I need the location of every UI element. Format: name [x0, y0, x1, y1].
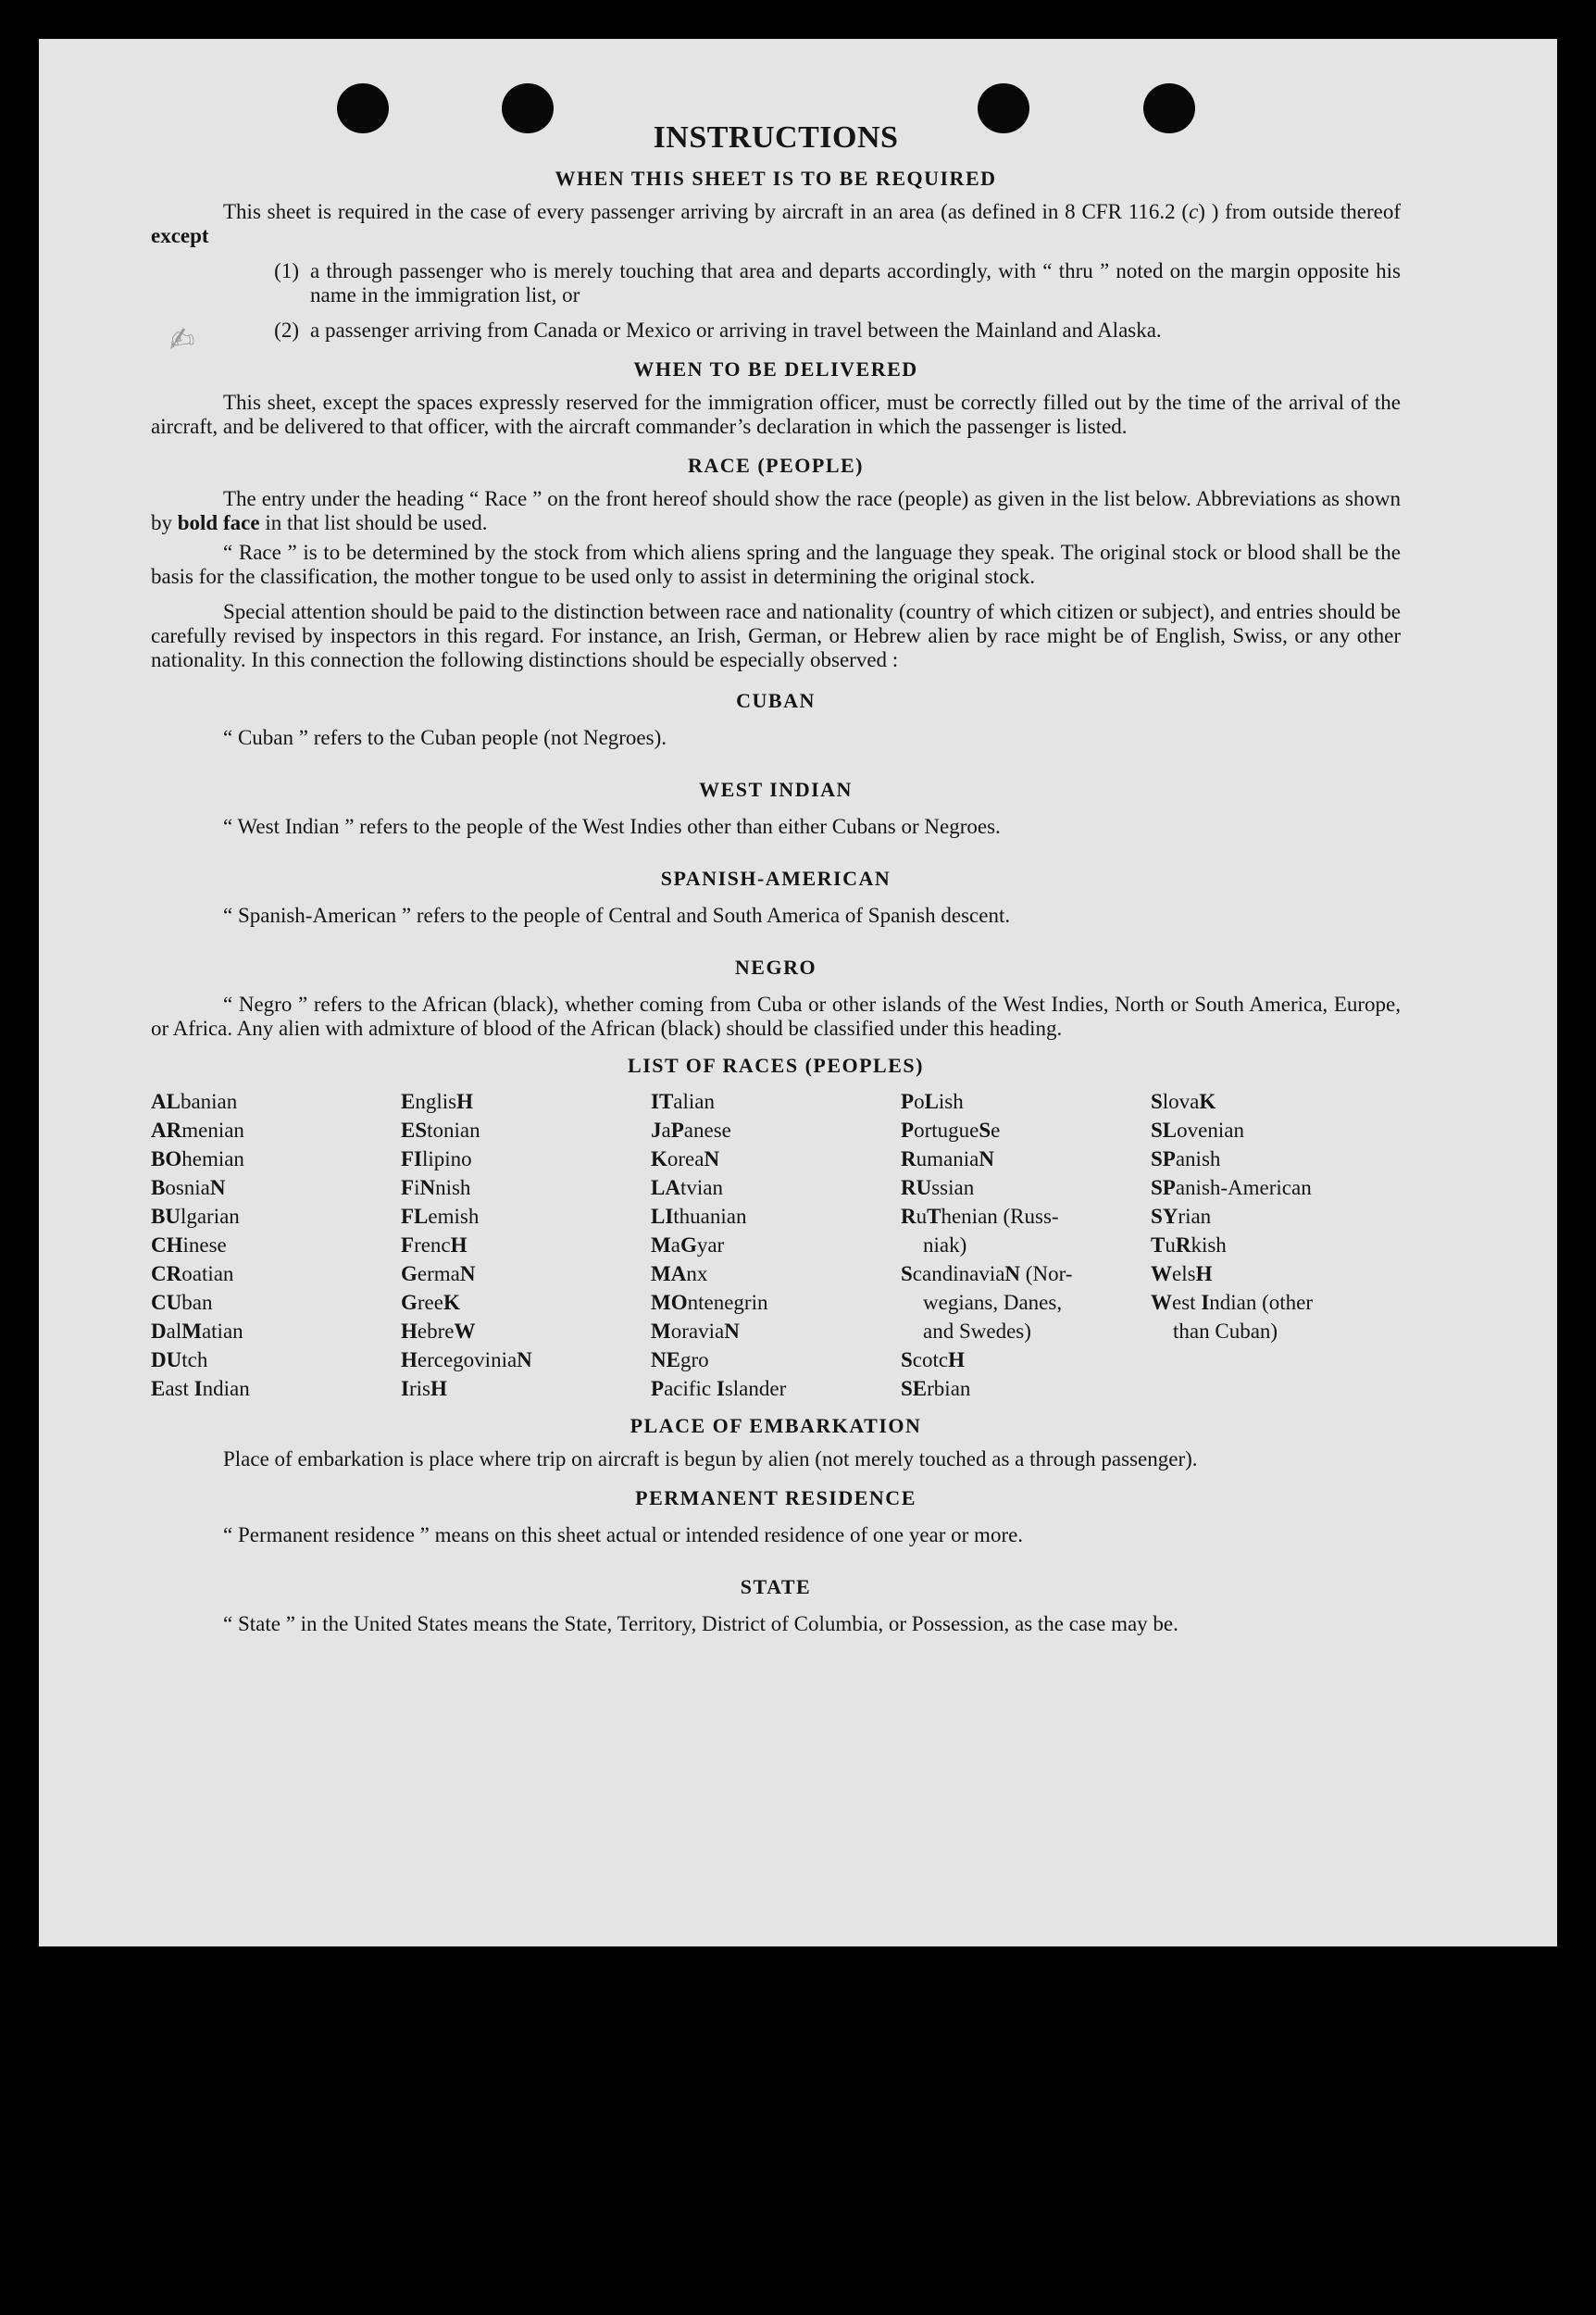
race-list-item — [651, 1374, 901, 1403]
instructions-body — [151, 120, 1401, 1636]
race-list-item — [651, 1087, 901, 1116]
race-list-item — [401, 1374, 651, 1403]
race-text: acific — [664, 1377, 717, 1400]
race-text: oatian — [181, 1262, 234, 1285]
race-list-item — [651, 1116, 901, 1145]
race-abbrev: LI — [651, 1205, 674, 1228]
exception-1-text: a through passenger who is merely touching that area and departs accordingly, with “ thru ” noted on the margin opposite his name in the immigration list, or — [310, 259, 1401, 307]
race-list-item — [151, 1345, 401, 1374]
race-abbrev: CR — [151, 1262, 182, 1285]
race-list-column-4 — [901, 1087, 1151, 1403]
race-text-continuation: and Swedes) — [923, 1320, 1031, 1343]
race-text: henian (Russ- — [941, 1205, 1059, 1228]
race-abbrev: I — [1201, 1291, 1210, 1314]
race-text: gro — [680, 1348, 709, 1371]
race-text: ris — [408, 1377, 430, 1400]
race-text: atian — [201, 1320, 243, 1343]
race-list-item — [901, 1374, 1151, 1403]
race-list-item — [151, 1116, 401, 1145]
race-text-continuation: niak) — [923, 1233, 967, 1257]
race-abbrev: K — [651, 1147, 667, 1170]
section-heading-negro: NEGRO — [734, 956, 817, 979]
race-text: nglis — [415, 1090, 457, 1113]
race-text: candinavia — [912, 1262, 1005, 1285]
race-list-item — [401, 1202, 651, 1231]
race-text: slander — [724, 1377, 787, 1400]
race-text: ast — [165, 1377, 194, 1400]
race-abbrev: W — [454, 1320, 476, 1343]
race-text: rian — [1178, 1205, 1212, 1228]
race-text: tvian — [680, 1176, 723, 1199]
race-text: ish — [938, 1090, 964, 1113]
race-abbrev: G — [401, 1262, 418, 1285]
section-heading-race: RACE (PEOPLE) — [688, 454, 864, 477]
race-abbrev: RU — [901, 1176, 932, 1199]
section-heading-embarkation: PLACE OF EMBARKATION — [630, 1414, 922, 1437]
race-list-item — [901, 1116, 1151, 1145]
race-text: osnia — [165, 1176, 210, 1199]
race-text: ban — [181, 1291, 213, 1314]
race-list-column-1 — [151, 1087, 401, 1403]
race-list-item — [901, 1173, 1151, 1202]
race-list-item — [651, 1231, 901, 1259]
section-heading-state: STATE — [740, 1575, 812, 1598]
race-abbrev: LA — [651, 1176, 680, 1199]
section-heading-cuban: CUBAN — [736, 689, 816, 712]
race-text: lgarian — [180, 1205, 240, 1228]
race-abbrev: N — [724, 1320, 740, 1343]
race-text: ssian — [931, 1176, 975, 1199]
race-abbrev: W — [1151, 1291, 1172, 1314]
race-abbrev: BU — [151, 1205, 181, 1228]
race-text: hemian — [181, 1147, 244, 1170]
race-list-item — [651, 1345, 901, 1374]
race-text: inese — [182, 1233, 227, 1257]
race-list-item — [1151, 1116, 1401, 1145]
handwritten-margin-note: ✍ — [166, 319, 198, 360]
embarkation-text: Place of embarkation is place where trip on aircraft is begun by alien (not merely touched as a through passenger). — [223, 1447, 1198, 1470]
race-list-item — [401, 1345, 651, 1374]
race-text: a — [670, 1233, 680, 1257]
race-list-item — [151, 1145, 401, 1173]
race-text: rbian — [927, 1377, 971, 1400]
race-list-item — [1151, 1288, 1401, 1345]
race-abbrev: NE — [651, 1348, 680, 1371]
race-text: e — [991, 1119, 1001, 1142]
race-abbrev: N — [209, 1176, 226, 1199]
race-list-item — [151, 1202, 401, 1231]
exception-2-text: a passenger arriving from Canada or Mexico or arriving in travel between the Mainland and Alaska. — [310, 319, 1162, 342]
race-p1-text-b: in that list should be used. — [259, 511, 488, 534]
race-abbrev: CU — [151, 1291, 182, 1314]
race-abbrev: T — [1151, 1233, 1166, 1257]
race-text: ercegovinia — [417, 1348, 517, 1371]
race-abbrev: N — [459, 1262, 476, 1285]
section-heading-delivered: WHEN TO BE DELIVERED — [633, 357, 918, 381]
race-text: tonian — [427, 1119, 480, 1142]
race-text: emish — [428, 1205, 480, 1228]
race-abbrev: S — [901, 1262, 913, 1285]
section-heading-residence: PERMANENT RESIDENCE — [635, 1486, 916, 1509]
race-paragraph-2: “ Race ” is to be determined by the stock from which aliens spring and the language they speak. The original stock or blood shall be the basis for the classification, the mother tongue to be used only to assist in determining the original stock. — [151, 541, 1401, 588]
race-abbrev: FI — [401, 1147, 422, 1170]
race-list-item — [151, 1087, 401, 1116]
race-abbrev: MA — [651, 1262, 687, 1285]
race-abbrev: IT — [651, 1090, 674, 1113]
race-abbrev: R — [901, 1205, 916, 1228]
race-text: est — [1172, 1291, 1202, 1314]
race-text: menian — [181, 1119, 244, 1142]
race-p1-text-a: The entry under the heading “ Race ” on the front hereof should show the race (people) as given in the list below. Abbreviations as shown by — [151, 487, 1401, 534]
race-text: ovenian — [1177, 1119, 1244, 1142]
race-text: tch — [181, 1348, 208, 1371]
residence-text: “ Permanent residence ” means on this sheet actual or intended residence of one year or more. — [223, 1523, 1024, 1546]
race-text: ebre — [417, 1320, 455, 1343]
race-abbrev: H — [430, 1377, 447, 1400]
race-text: u — [916, 1205, 928, 1228]
race-abbrev: P — [901, 1119, 915, 1142]
race-list-item — [401, 1145, 651, 1173]
race-abbrev: SY — [1151, 1205, 1178, 1228]
race-abbrev: W — [1151, 1262, 1172, 1285]
race-list-item — [151, 1259, 401, 1288]
race-paragraph-1 — [151, 487, 1401, 535]
race-abbrev: H — [948, 1348, 965, 1371]
race-abbrev: BO — [151, 1147, 182, 1170]
race-list-item — [401, 1173, 651, 1202]
race-abbrev: E — [151, 1377, 166, 1400]
race-list-item — [901, 1087, 1151, 1116]
race-text: kish — [1191, 1233, 1227, 1257]
section-heading-west-indian: WEST INDIAN — [699, 778, 853, 801]
race-abbrev: S — [1151, 1090, 1163, 1113]
race-list-item — [1151, 1259, 1401, 1288]
cuban-text: “ Cuban ” refers to the Cuban people (not Negroes). — [223, 726, 667, 749]
section-heading-required: WHEN THIS SHEET IS TO BE REQUIRED — [555, 167, 997, 190]
race-abbrev: P — [901, 1090, 915, 1113]
section-heading-spanish-american: SPANISH-AMERICAN — [660, 867, 892, 890]
race-text: yar — [696, 1233, 725, 1257]
race-abbrev: DU — [151, 1348, 182, 1371]
race-list-item — [401, 1087, 651, 1116]
race-list-item — [651, 1173, 901, 1202]
race-text: renc — [414, 1233, 451, 1257]
race-text-continuation: wegians, Danes, — [923, 1291, 1063, 1314]
race-abbrev: N — [979, 1147, 994, 1170]
race-list-item — [651, 1288, 901, 1317]
race-p1-bold: bold face — [177, 511, 260, 534]
race-text: u — [1165, 1233, 1176, 1257]
race-text: (Nor- — [1020, 1262, 1073, 1285]
race-list — [151, 1087, 1401, 1403]
race-abbrev: K — [1199, 1090, 1216, 1113]
race-list-item — [401, 1231, 651, 1259]
race-abbrev: M — [651, 1320, 671, 1343]
race-list-item — [651, 1202, 901, 1231]
race-list-item — [1151, 1231, 1401, 1259]
exception-2-number: (2) — [274, 319, 299, 342]
race-abbrev: N — [1004, 1262, 1021, 1285]
required-intro-text-1: This sheet is required in the case of every passenger arriving by aircraft in an area (as defined in 8 CFR 116.2 ( — [223, 200, 1190, 223]
race-text: ntenegrin — [687, 1291, 768, 1314]
race-abbrev: N — [517, 1348, 532, 1371]
race-text: a — [661, 1119, 671, 1142]
race-text: o — [914, 1090, 925, 1113]
race-text: thuanian — [673, 1205, 747, 1228]
race-text: nx — [686, 1262, 708, 1285]
race-abbrev: S — [901, 1348, 913, 1371]
race-text: ndian — [202, 1377, 250, 1400]
delivered-text: This sheet, except the spaces expressly reserved for the immigration officer, must be correctly filled out by the time of the arrival of the aircraft, and be delivered to that officer, with the aircraft commander’s declaration in which the passenger is listed. — [151, 391, 1401, 438]
exception-1-number: (1) — [274, 259, 299, 282]
race-abbrev: M — [181, 1320, 202, 1343]
race-abbrev: S — [979, 1119, 991, 1142]
race-text: anish — [1175, 1147, 1221, 1170]
race-abbrev: N — [419, 1176, 436, 1199]
race-abbrev: L — [924, 1090, 939, 1113]
race-abbrev: CH — [151, 1233, 183, 1257]
race-list-item — [1151, 1145, 1401, 1173]
race-abbrev: I — [401, 1377, 409, 1400]
west-indian-text: “ West Indian ” refers to the people of the West Indies other than either Cubans or Negroes. — [223, 815, 1001, 838]
race-abbrev: SP — [1151, 1176, 1176, 1199]
race-text: umania — [916, 1147, 979, 1170]
race-abbrev: MO — [651, 1291, 688, 1314]
race-list-item — [151, 1231, 401, 1259]
race-abbrev: R — [901, 1147, 916, 1170]
race-text: lova — [1162, 1090, 1200, 1113]
race-list-item — [151, 1374, 401, 1403]
race-text: anish-American — [1175, 1176, 1312, 1199]
race-list-item — [901, 1202, 1151, 1259]
race-abbrev: I — [716, 1377, 725, 1400]
race-list-item — [401, 1317, 651, 1345]
exception-2 — [151, 319, 1401, 343]
spanish-american-text: “ Spanish-American ” refers to the people of Central and South America of Spanish descent. — [223, 904, 1011, 927]
race-abbrev: FL — [401, 1205, 429, 1228]
required-intro — [151, 200, 1401, 248]
race-paragraph-3: Special attention should be paid to the distinction between race and nationality (country of which citizen or subject), and entries should be carefully revised by inspectors in this regard. For instance, an Irish, German, or Hebrew alien by race might be of English, Swiss, or any other nationality. In this connection the following distinctions should be especially observed : — [151, 600, 1401, 671]
race-text: ree — [417, 1291, 443, 1314]
race-abbrev: AR — [151, 1119, 182, 1142]
race-abbrev: F — [401, 1176, 415, 1199]
race-text: ortugue — [914, 1119, 979, 1142]
race-text: banian — [180, 1090, 238, 1113]
race-list-item — [901, 1145, 1151, 1173]
negro-text: “ Negro ” refers to the African (black), whether coming from Cuba or other islands of the West Indies, North or South America, Europe, or Africa. Any alien with admixture of blood of the African (black) should be classified under this heading. — [151, 993, 1401, 1040]
race-abbrev: SE — [901, 1377, 928, 1400]
race-text: ndian (other — [1209, 1291, 1314, 1314]
race-list-item — [901, 1345, 1151, 1374]
race-list-item — [651, 1145, 901, 1173]
race-list-column-5 — [1151, 1087, 1401, 1403]
race-list-item — [401, 1116, 651, 1145]
race-text: nish — [435, 1176, 471, 1199]
race-list-column-3 — [651, 1087, 901, 1403]
race-abbrev: J — [651, 1119, 662, 1142]
race-list-column-2 — [401, 1087, 651, 1403]
race-list-item — [151, 1288, 401, 1317]
race-abbrev: H — [450, 1233, 468, 1257]
race-text: alian — [673, 1090, 715, 1113]
page-title: INSTRUCTIONS — [653, 120, 899, 155]
race-abbrev: K — [443, 1291, 460, 1314]
race-list-item — [401, 1288, 651, 1317]
race-abbrev: B — [151, 1176, 166, 1199]
race-text: els — [1172, 1262, 1196, 1285]
race-list-item — [151, 1173, 401, 1202]
race-abbrev: R — [1175, 1233, 1191, 1257]
race-list-item — [1151, 1087, 1401, 1116]
race-text: orea — [667, 1147, 704, 1170]
race-text: erma — [417, 1262, 460, 1285]
race-abbrev: D — [151, 1320, 167, 1343]
race-abbrev: SP — [1151, 1147, 1176, 1170]
race-abbrev: T — [927, 1205, 941, 1228]
race-text: al — [166, 1320, 182, 1343]
race-text: anese — [683, 1119, 731, 1142]
race-list-item — [151, 1317, 401, 1345]
race-abbrev: M — [651, 1233, 671, 1257]
race-abbrev: I — [193, 1377, 203, 1400]
race-abbrev: ES — [401, 1119, 428, 1142]
race-abbrev: E — [401, 1090, 416, 1113]
race-list-item — [401, 1259, 651, 1288]
race-text: cotc — [912, 1348, 949, 1371]
required-intro-italic: c — [1189, 200, 1199, 223]
race-abbrev: H — [1195, 1262, 1213, 1285]
state-text: “ State ” in the United States means the State, Territory, District of Columbia, or Possession, as the case may be. — [223, 1612, 1178, 1635]
required-intro-text-2: ) ) from outside thereof — [1198, 200, 1401, 223]
race-text: i — [414, 1176, 420, 1199]
race-abbrev: H — [456, 1090, 473, 1113]
race-abbrev: N — [704, 1147, 720, 1170]
section-heading-list-of-races: LIST OF RACES (PEOPLES) — [628, 1054, 924, 1077]
required-intro-except: except — [151, 224, 209, 247]
race-list-item — [1151, 1173, 1401, 1202]
race-text: lipino — [422, 1147, 472, 1170]
race-list-item — [901, 1259, 1151, 1345]
race-list-item — [1151, 1202, 1401, 1231]
race-abbrev: G — [680, 1233, 697, 1257]
race-abbrev: F — [401, 1233, 415, 1257]
race-text-continuation: than Cuban) — [1173, 1320, 1278, 1343]
race-text: oravia — [670, 1320, 725, 1343]
race-abbrev: P — [670, 1119, 684, 1142]
race-abbrev: AL — [151, 1090, 181, 1113]
race-list-item — [651, 1317, 901, 1345]
race-abbrev: H — [401, 1320, 418, 1343]
race-abbrev: P — [651, 1377, 665, 1400]
exception-1 — [151, 259, 1401, 307]
race-list-item — [651, 1259, 901, 1288]
race-abbrev: SL — [1151, 1119, 1178, 1142]
race-abbrev: H — [401, 1348, 418, 1371]
race-abbrev: G — [401, 1291, 418, 1314]
